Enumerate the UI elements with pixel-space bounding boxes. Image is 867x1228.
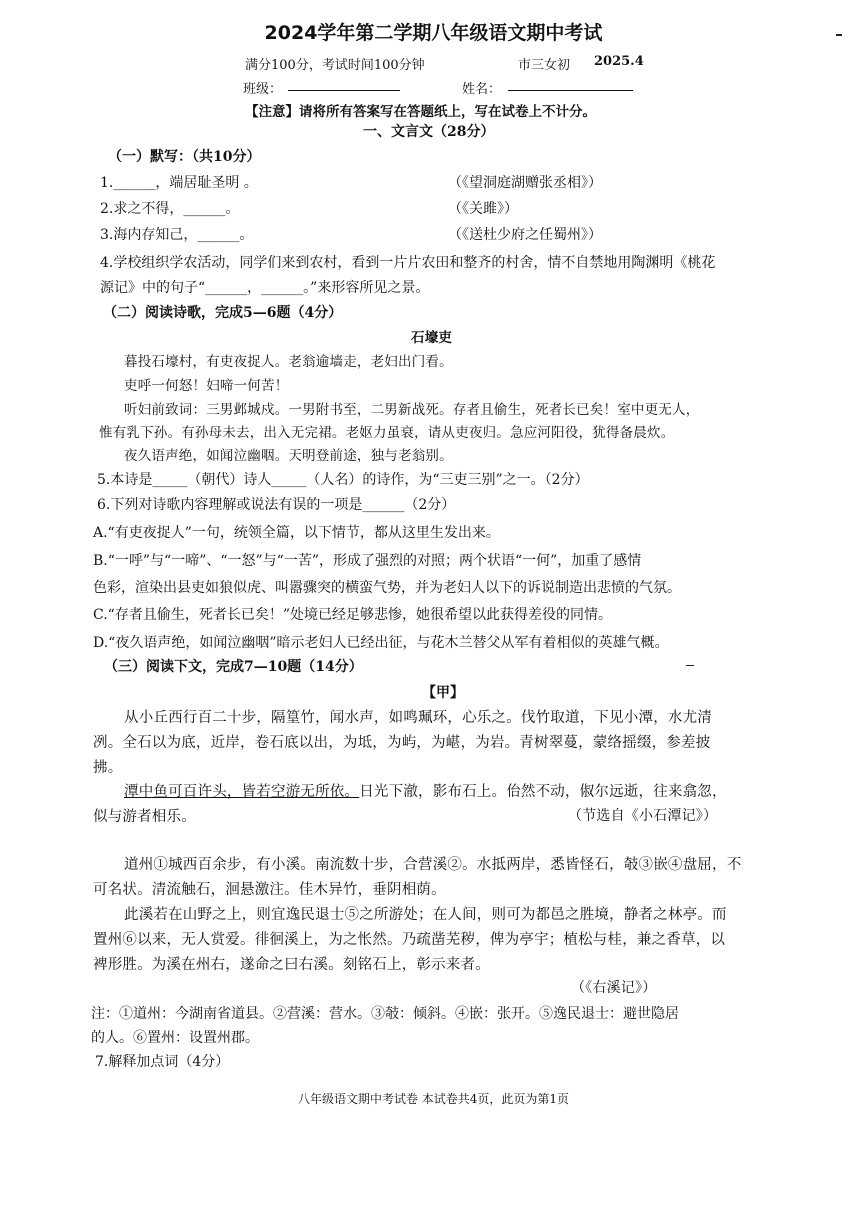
- question-1-source: （《望洞庭湖赠张丞相》）: [448, 175, 602, 191]
- question-2: 2.求之不得，______。: [100, 201, 240, 217]
- question-4-line-1: 4.学校组织学农活动，同学们来到农村，看到一片片农田和整齐的村舍，情不自禁地用陶渊明《桃花: [100, 255, 716, 271]
- poem-line-1: 暮投石壕村，有吏夜捉人。老翁逾墙走，老妇出门看。: [124, 354, 453, 370]
- question-2-source: （《关雎》）: [448, 201, 518, 217]
- underlined-sentence: 潭中鱼可百许头，皆若空游无所依。: [124, 784, 360, 800]
- part2-heading: （二）阅读诗歌，完成5—6题（4分）: [103, 305, 343, 321]
- jia-para1-line1: 从小丘西行百二十步，隔篁竹，闻水声，如鸣珮环，心乐之。伐竹取道，下见小潭，水尤清: [124, 710, 712, 726]
- exam-date: 2025.4: [594, 54, 644, 69]
- option-b-line-2: 色彩，渲染出县吏如狼似虎、叫嚣骤突的横蛮气势，并为老妇人以下的诉说制造出悲愤的气氛。: [93, 580, 681, 596]
- question-3-source: （《送杜少府之任蜀州》）: [448, 227, 602, 243]
- question-1: 1.______，端居耻圣明 。: [100, 175, 258, 191]
- poem-title: 石壕吏: [411, 330, 453, 346]
- jia-para2-line2: 似与游者相乐。: [93, 809, 196, 825]
- yi-para2-line2: 置州⑥以来，无人赏爱。徘徊溪上，为之怅然。乃疏凿芜秽，俾为亭宇；植松与桂，兼之香草，以: [93, 932, 726, 948]
- class-blank: [288, 78, 400, 91]
- yi-para1-line2: 可名状。清流触石，洄悬激注。佳木异竹，垂阴相荫。: [93, 882, 446, 898]
- name-blank: [508, 78, 633, 91]
- jia-source: （节选自《小石潭记》）: [568, 808, 718, 824]
- scan-mark: [686, 665, 694, 666]
- jia-para1-line3: 拂。: [93, 760, 123, 776]
- yi-para2-line3: 裨形胜。为溪在州右，遂命之曰右溪。刻铭石上，彰示来者。: [93, 957, 490, 973]
- question-6: 6.下列对诗歌内容理解或说法有误的一项是______（2分）: [97, 497, 456, 513]
- school-name: 市三女初: [518, 58, 571, 73]
- poem-line-4: 惟有乳下孙。有孙母未去，出入无完裙。老妪力虽衰，请从吏夜归。急应河阳役，犹得备晨炊。: [99, 425, 675, 441]
- name-label: 姓名：: [462, 82, 502, 97]
- notes-line-2: 的人。⑥置州：设置州郡。: [91, 1030, 259, 1046]
- poem-line-5: 夜久语声绝，如闻泣幽咽。天明登前途，独与老翁别。: [124, 448, 453, 464]
- option-d: D.“夜久语声绝，如闻泣幽咽”暗示老妇人已经出征，与花木兰替父从军有着相似的英雄气概。: [93, 635, 669, 651]
- jia-para1-line2: 冽。全石以为底，近岸，卷石底以出，为坻，为屿，为嵁，为岩。青树翠蔓，蒙络摇缀，参差披: [93, 735, 711, 751]
- question-5: 5.本诗是_____（朝代）诗人_____（人名）的诗作，为“三吏三别”之一。（2分）: [97, 472, 589, 488]
- question-4-line-2: 源记》中的句子“______，______。”来形容所见之景。: [100, 280, 430, 296]
- jia-label: 【甲】: [422, 685, 464, 701]
- notice-text: 【注意】请将所有答案写在答题纸上，写在试卷上不计分。: [245, 104, 596, 120]
- yi-para1-line1: 道州①城西百余步，有小溪。南流数十步，合营溪②。水抵两岸，悉皆怪石，攲③嵌④盘屈，不: [124, 857, 742, 873]
- exam-subline: 满分100分，考试时间100分钟: [245, 58, 425, 73]
- page-footer: 八年级语文期中考试卷 本试卷共4页，此页为第1页: [297, 1092, 570, 1106]
- section-one-heading: 一、文言文（28分）: [363, 124, 495, 140]
- scan-mark: [836, 34, 842, 36]
- yi-para2-line1: 此溪若在山野之上，则宜逸民退士⑤之所游处；在人间，则可为都邑之胜境，静者之林亭。而: [124, 907, 727, 923]
- yi-source: （《右溪记》）: [571, 980, 657, 996]
- notes-line-1: 注：①道州：今湖南省道县。②营溪：营水。③攲：倾斜。④嵌：张开。⑤逸民退士：避世隐居: [91, 1006, 679, 1022]
- option-b-line-1: B.“一呼”与“一啼”、“一怒”与“一苦”，形成了强烈的对照；两个状语“一何”，加重了感情: [93, 553, 642, 569]
- jia-para2-rest: 日光下澈，影布石上。佁然不动，俶尔远逝，往来翕忽，: [359, 784, 727, 800]
- poem-line-3: 听妇前致词：三男邺城戍。一男附书至，二男新战死。存者且偷生，死者长已矣！室中更无人，: [124, 402, 700, 418]
- option-a: A.“有吏夜捉人”一句，统领全篇，以下情节，都从这里生发出来。: [93, 525, 500, 541]
- option-c: C.“存者且偷生，死者长已矣！”处境已经足够悲惨，她很希望以此获得差役的同情。: [93, 607, 612, 623]
- class-label: 班级：: [243, 82, 283, 97]
- part3-heading: （三）阅读下文，完成7—10题（14分）: [104, 659, 363, 675]
- poem-line-2: 吏呼一何怒！妇啼一何苦！: [124, 378, 289, 394]
- question-3: 3.海内存知己，______。: [100, 227, 254, 243]
- jia-para2-line1: [124, 780, 727, 801]
- part1-heading: （一）默写：（共10分）: [108, 149, 261, 165]
- exam-title: 2024学年第二学期八年级语文期中考试: [264, 22, 603, 44]
- question-7: 7.解释加点词（4分）: [95, 1054, 230, 1070]
